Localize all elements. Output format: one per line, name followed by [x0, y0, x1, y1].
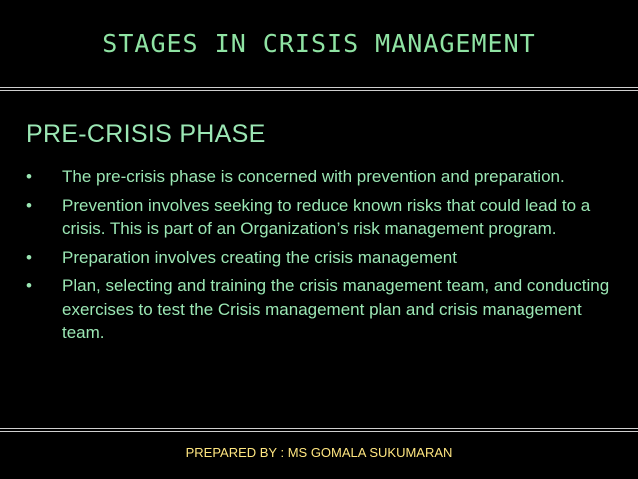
- section-heading: PRE-CRISIS PHASE: [26, 120, 266, 148]
- bullet-icon: •: [26, 167, 32, 186]
- bullet-text: Plan, selecting and training the crisis management team, and conducting exercises to test the Crisis management plan and crisis management team.: [62, 276, 610, 342]
- bullet-text: The pre-crisis phase is concerned with prevention and preparation.: [62, 167, 565, 186]
- bullet-icon: •: [26, 247, 32, 267]
- bullet-item: [26, 246, 610, 270]
- bullet-text: Preparation involves creating the crisis management: [62, 247, 457, 267]
- footer-credit: PREPARED BY : MS GOMALA SUKUMARAN: [185, 445, 453, 460]
- footer-divider: [0, 428, 638, 432]
- bullet-list: [26, 165, 610, 350]
- title-divider: [0, 87, 638, 91]
- slide-title: STAGES IN CRISIS MANAGEMENT: [102, 28, 536, 58]
- bullet-text: Prevention involves seeking to reduce known risks that could lead to a crisis. This is part of an Organization’s risk management program.: [62, 195, 591, 238]
- bullet-item: [26, 274, 610, 345]
- bullet-item: [26, 194, 610, 241]
- bullet-icon: •: [26, 276, 32, 295]
- bullet-item: [26, 165, 610, 189]
- bullet-icon: •: [26, 195, 32, 215]
